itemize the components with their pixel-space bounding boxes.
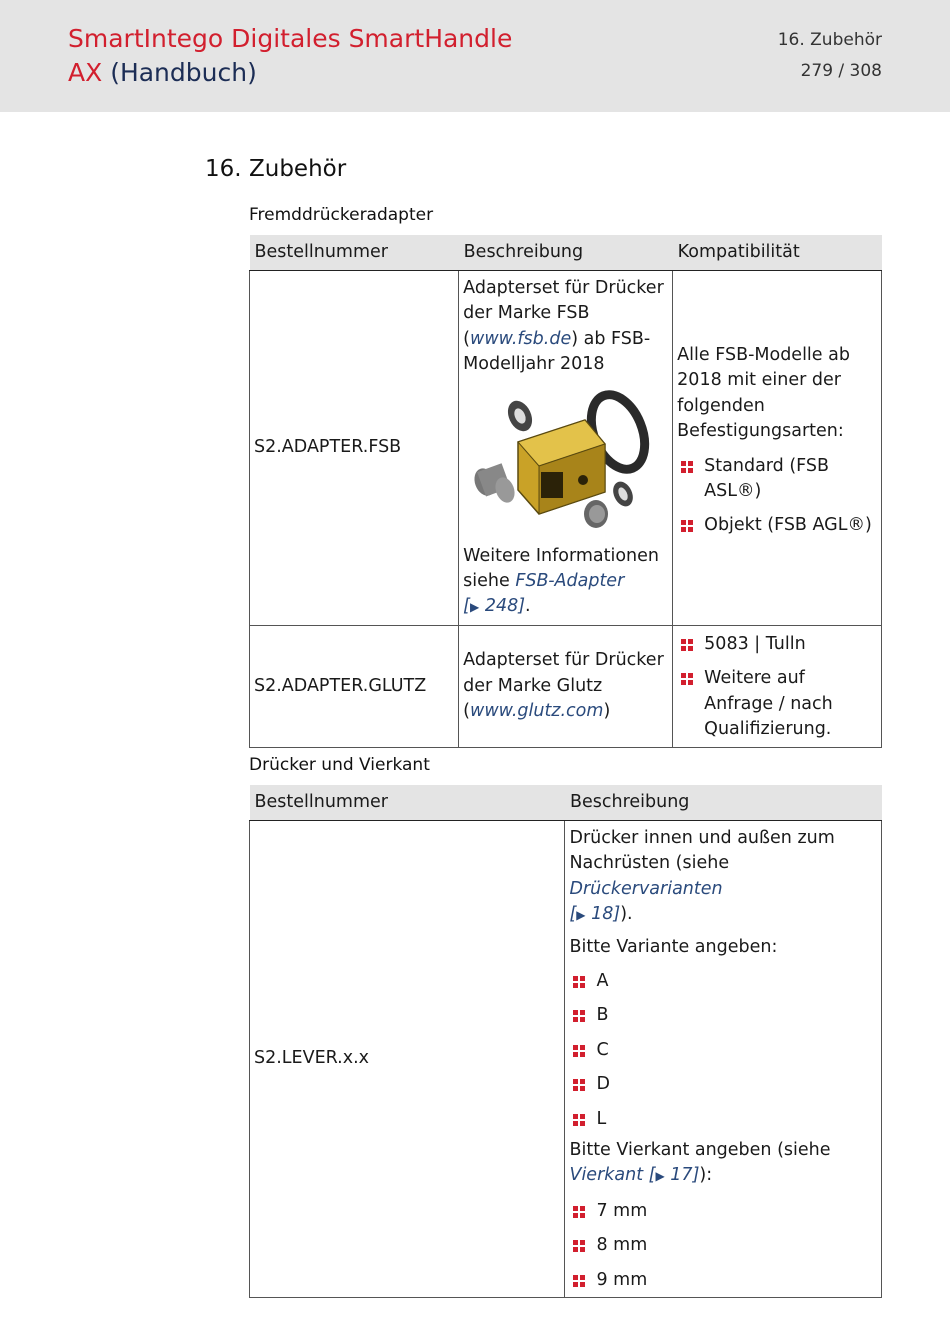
list-item: 5083 | Tulln — [677, 632, 877, 657]
chapter-heading-text: Zubehör — [249, 156, 347, 182]
chapter-label: 16. Zubehör — [777, 30, 882, 50]
order-number-cell — [250, 821, 565, 1298]
order-number: S2.LEVER.x.x — [254, 1048, 370, 1069]
red-square-bullet-icon — [573, 976, 585, 988]
column-header: Beschreibung — [565, 785, 882, 821]
column-header: Bestellnummer — [250, 785, 565, 821]
title-ax: AX — [68, 58, 103, 87]
table-row — [250, 271, 882, 626]
triangle-right-icon: ▶ — [655, 1169, 665, 1184]
page-number: 279 / 308 — [800, 61, 882, 81]
table-header-row — [250, 785, 882, 821]
red-square-bullet-icon — [681, 673, 693, 685]
column-header: Beschreibung — [459, 235, 673, 271]
section-title-adapter: Fremddrückeradapter — [249, 205, 434, 225]
page-header — [0, 0, 950, 112]
description-cell — [459, 625, 673, 747]
compatibility-cell — [673, 271, 882, 626]
section-title-lever: Drücker und Vierkant — [249, 755, 430, 775]
glutz-website-link[interactable]: www.glutz.com — [470, 701, 604, 722]
list-item: D — [569, 1072, 877, 1097]
order-number: S2.ADAPTER.FSB — [254, 437, 402, 458]
list-item: C — [569, 1038, 877, 1063]
compatibility-text: Alle FSB-Modelle ab 2018 mit einer der folgenden Befestigungsarten: — [677, 345, 850, 442]
title-handbuch: (Handbuch) — [110, 58, 257, 87]
description-text: Adapterset für Drücker der Marke Glutz (www.glutz.com) — [463, 650, 664, 722]
square-link[interactable]: Vierkant — [569, 1165, 644, 1186]
order-number: S2.ADAPTER.GLUTZ — [254, 675, 427, 696]
description-text: Drücker innen und außen zum Nachrüsten (siehe Drückervarianten [▶ 18]). — [569, 828, 835, 925]
red-square-bullet-icon — [573, 1240, 585, 1252]
description-cell — [565, 821, 882, 1298]
list-item: Standard (FSB ASL®) — [677, 454, 877, 505]
order-number-cell — [250, 271, 459, 626]
description-cell — [459, 271, 673, 626]
lever-table — [249, 785, 882, 1298]
compatibility-list — [677, 454, 877, 539]
red-square-bullet-icon — [681, 639, 693, 651]
square-prompt: Bitte Vierkant angeben (siehe Vierkant [▶ 17]): — [569, 1140, 831, 1186]
document-title — [68, 22, 512, 90]
square-list — [569, 1199, 877, 1293]
description-text: Adapterset für Drücker der Marke FSB (www.fsb.de) ab FSB-Modelljahr 2018 — [463, 278, 664, 375]
list-item: A — [569, 969, 877, 994]
column-header: Kompatibilität — [673, 235, 882, 271]
page-reference[interactable]: [▶ 17] — [648, 1165, 700, 1186]
red-square-bullet-icon — [573, 1114, 585, 1126]
page-reference[interactable]: [▶ 18] — [569, 904, 621, 925]
red-square-bullet-icon — [681, 461, 693, 473]
chapter-heading — [205, 156, 346, 182]
more-info-text: Weitere Informationen siehe FSB-Adapter [▶ 248]. — [463, 545, 660, 617]
column-header: Bestellnummer — [250, 235, 459, 271]
list-item: 7 mm — [569, 1199, 877, 1224]
triangle-right-icon: ▶ — [576, 908, 586, 923]
table-row — [250, 821, 882, 1298]
variant-list — [569, 969, 877, 1132]
red-square-bullet-icon — [573, 1079, 585, 1091]
order-number-cell — [250, 625, 459, 747]
list-item: L — [569, 1107, 877, 1132]
fsb-website-link[interactable]: www.fsb.de — [470, 328, 572, 349]
adapter-table — [249, 235, 882, 748]
fsb-adapter-link[interactable]: FSB-Adapter — [515, 571, 625, 592]
compatibility-list — [677, 632, 877, 743]
lever-variants-link[interactable]: Drückervarianten — [569, 878, 723, 899]
list-item: Weitere auf Anfrage / nach Qualifizierung. — [677, 666, 877, 742]
table-header-row — [250, 235, 882, 271]
red-square-bullet-icon — [573, 1206, 585, 1218]
chapter-number: 16. — [205, 156, 242, 182]
title-line1: SmartIntego Digitales SmartHandle — [68, 24, 513, 53]
variant-prompt: Bitte Variante angeben: — [569, 936, 778, 957]
red-square-bullet-icon — [573, 1010, 585, 1022]
red-square-bullet-icon — [681, 520, 693, 532]
red-square-bullet-icon — [573, 1045, 585, 1057]
compatibility-cell — [673, 625, 882, 747]
list-item: 9 mm — [569, 1268, 877, 1293]
page-reference[interactable]: [▶ 248] — [463, 596, 526, 617]
triangle-right-icon: ▶ — [470, 600, 480, 615]
red-square-bullet-icon — [573, 1275, 585, 1287]
table-row — [250, 625, 882, 747]
list-item: Objekt (FSB AGL®) — [677, 513, 877, 538]
fsb-adapter-image — [463, 384, 668, 544]
list-item: 8 mm — [569, 1233, 877, 1258]
list-item: B — [569, 1003, 877, 1028]
